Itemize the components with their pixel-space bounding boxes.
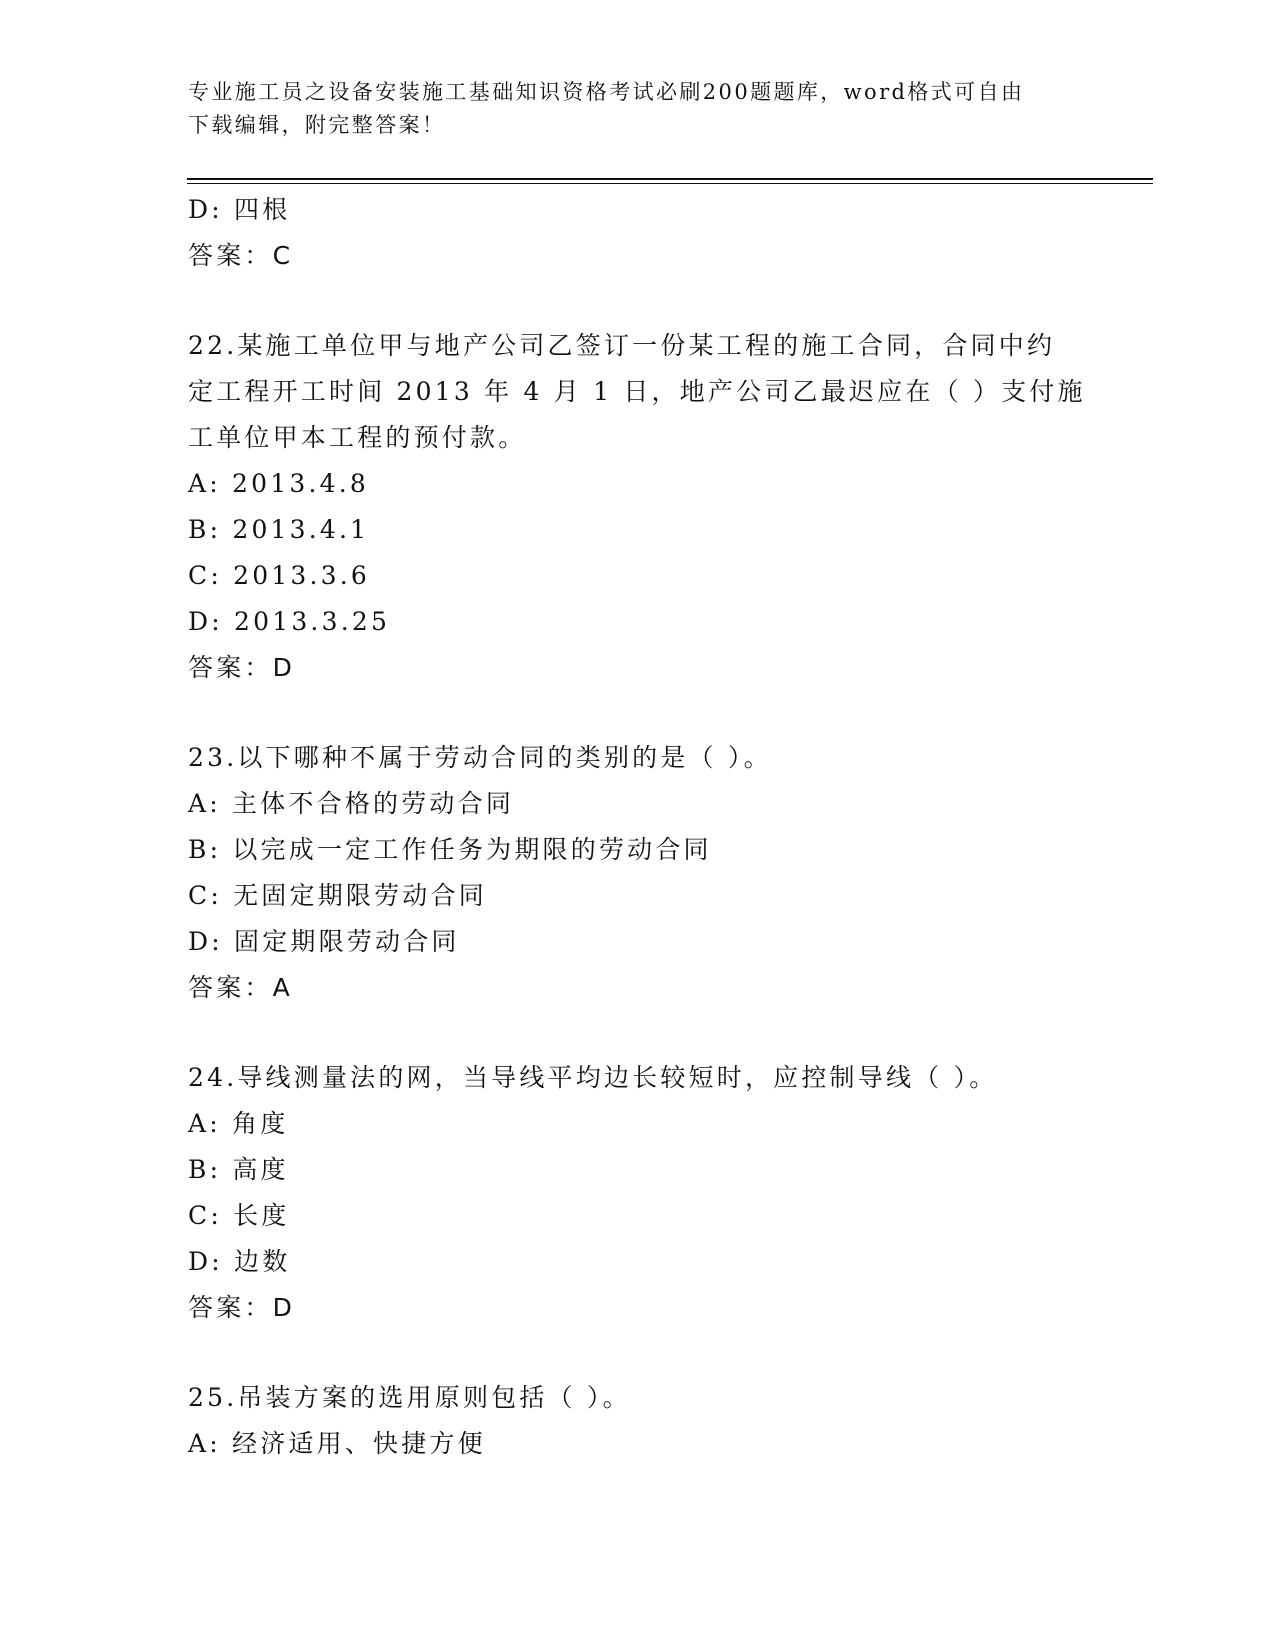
spacer <box>188 691 1088 735</box>
header-divider-thin <box>187 183 1153 184</box>
answer-label: 答案：D <box>188 1293 296 1322</box>
document-header <box>188 76 1068 142</box>
spacer <box>188 1331 1088 1375</box>
question-text-line: 22.某施工单位甲与地产公司乙签订一份某工程的施工合同，合同中约 <box>188 331 1056 360</box>
question-list <box>188 187 1088 1467</box>
spacer <box>188 1011 1088 1055</box>
header-line-2: 下载编辑，附完整答案！ <box>188 113 446 137</box>
option-b: B: 2013.4.1 <box>188 515 370 544</box>
option-a: A: 主体不合格的劳动合同 <box>188 789 515 818</box>
option-a: A: 角度 <box>188 1109 289 1138</box>
question-block-24 <box>188 1055 1088 1331</box>
option-d: D: 边数 <box>188 1247 291 1276</box>
option-c: C: 无固定期限劳动合同 <box>188 881 487 910</box>
question-text-line: 25.吊装方案的选用原则包括（ ）。 <box>188 1383 631 1412</box>
question-block-23 <box>188 735 1088 1011</box>
option-c: C: 2013.3.6 <box>188 561 371 590</box>
question-text-line: 定工程开工时间 2013 年 4 月 1 日，地产公司乙最迟应在（ ）支付施 <box>188 377 1086 406</box>
previous-option-d: D: 四根 <box>188 195 291 224</box>
option-b: B: 高度 <box>188 1155 289 1184</box>
question-block-25 <box>188 1375 1088 1467</box>
header-line-1: 专业施工员之设备安装施工基础知识资格考试必刷200题题库，word格式可自由 <box>188 80 1025 104</box>
option-b: B: 以完成一定工作任务为期限的劳动合同 <box>188 835 712 864</box>
question-text-line: 23.以下哪种不属于劳动合同的类别的是（ ）。 <box>188 743 772 772</box>
previous-answer: 答案：C <box>188 241 294 270</box>
option-c: C: 长度 <box>188 1201 290 1230</box>
option-d: D: 固定期限劳动合同 <box>188 927 460 956</box>
option-a: A: 2013.4.8 <box>188 469 369 498</box>
question-text-line: 24.导线测量法的网，当导线平均边长较短时，应控制导线（ ）。 <box>188 1063 998 1092</box>
option-a: A: 经济适用、快捷方便 <box>188 1429 486 1458</box>
question-text-line: 工单位甲本工程的预付款。 <box>188 423 527 452</box>
spacer <box>188 279 1088 323</box>
header-divider <box>187 178 1153 180</box>
answer-label: 答案：A <box>188 973 293 1002</box>
option-d: D: 2013.3.25 <box>188 607 391 636</box>
answer-label: 答案：D <box>188 653 296 682</box>
question-block-22 <box>188 323 1088 691</box>
